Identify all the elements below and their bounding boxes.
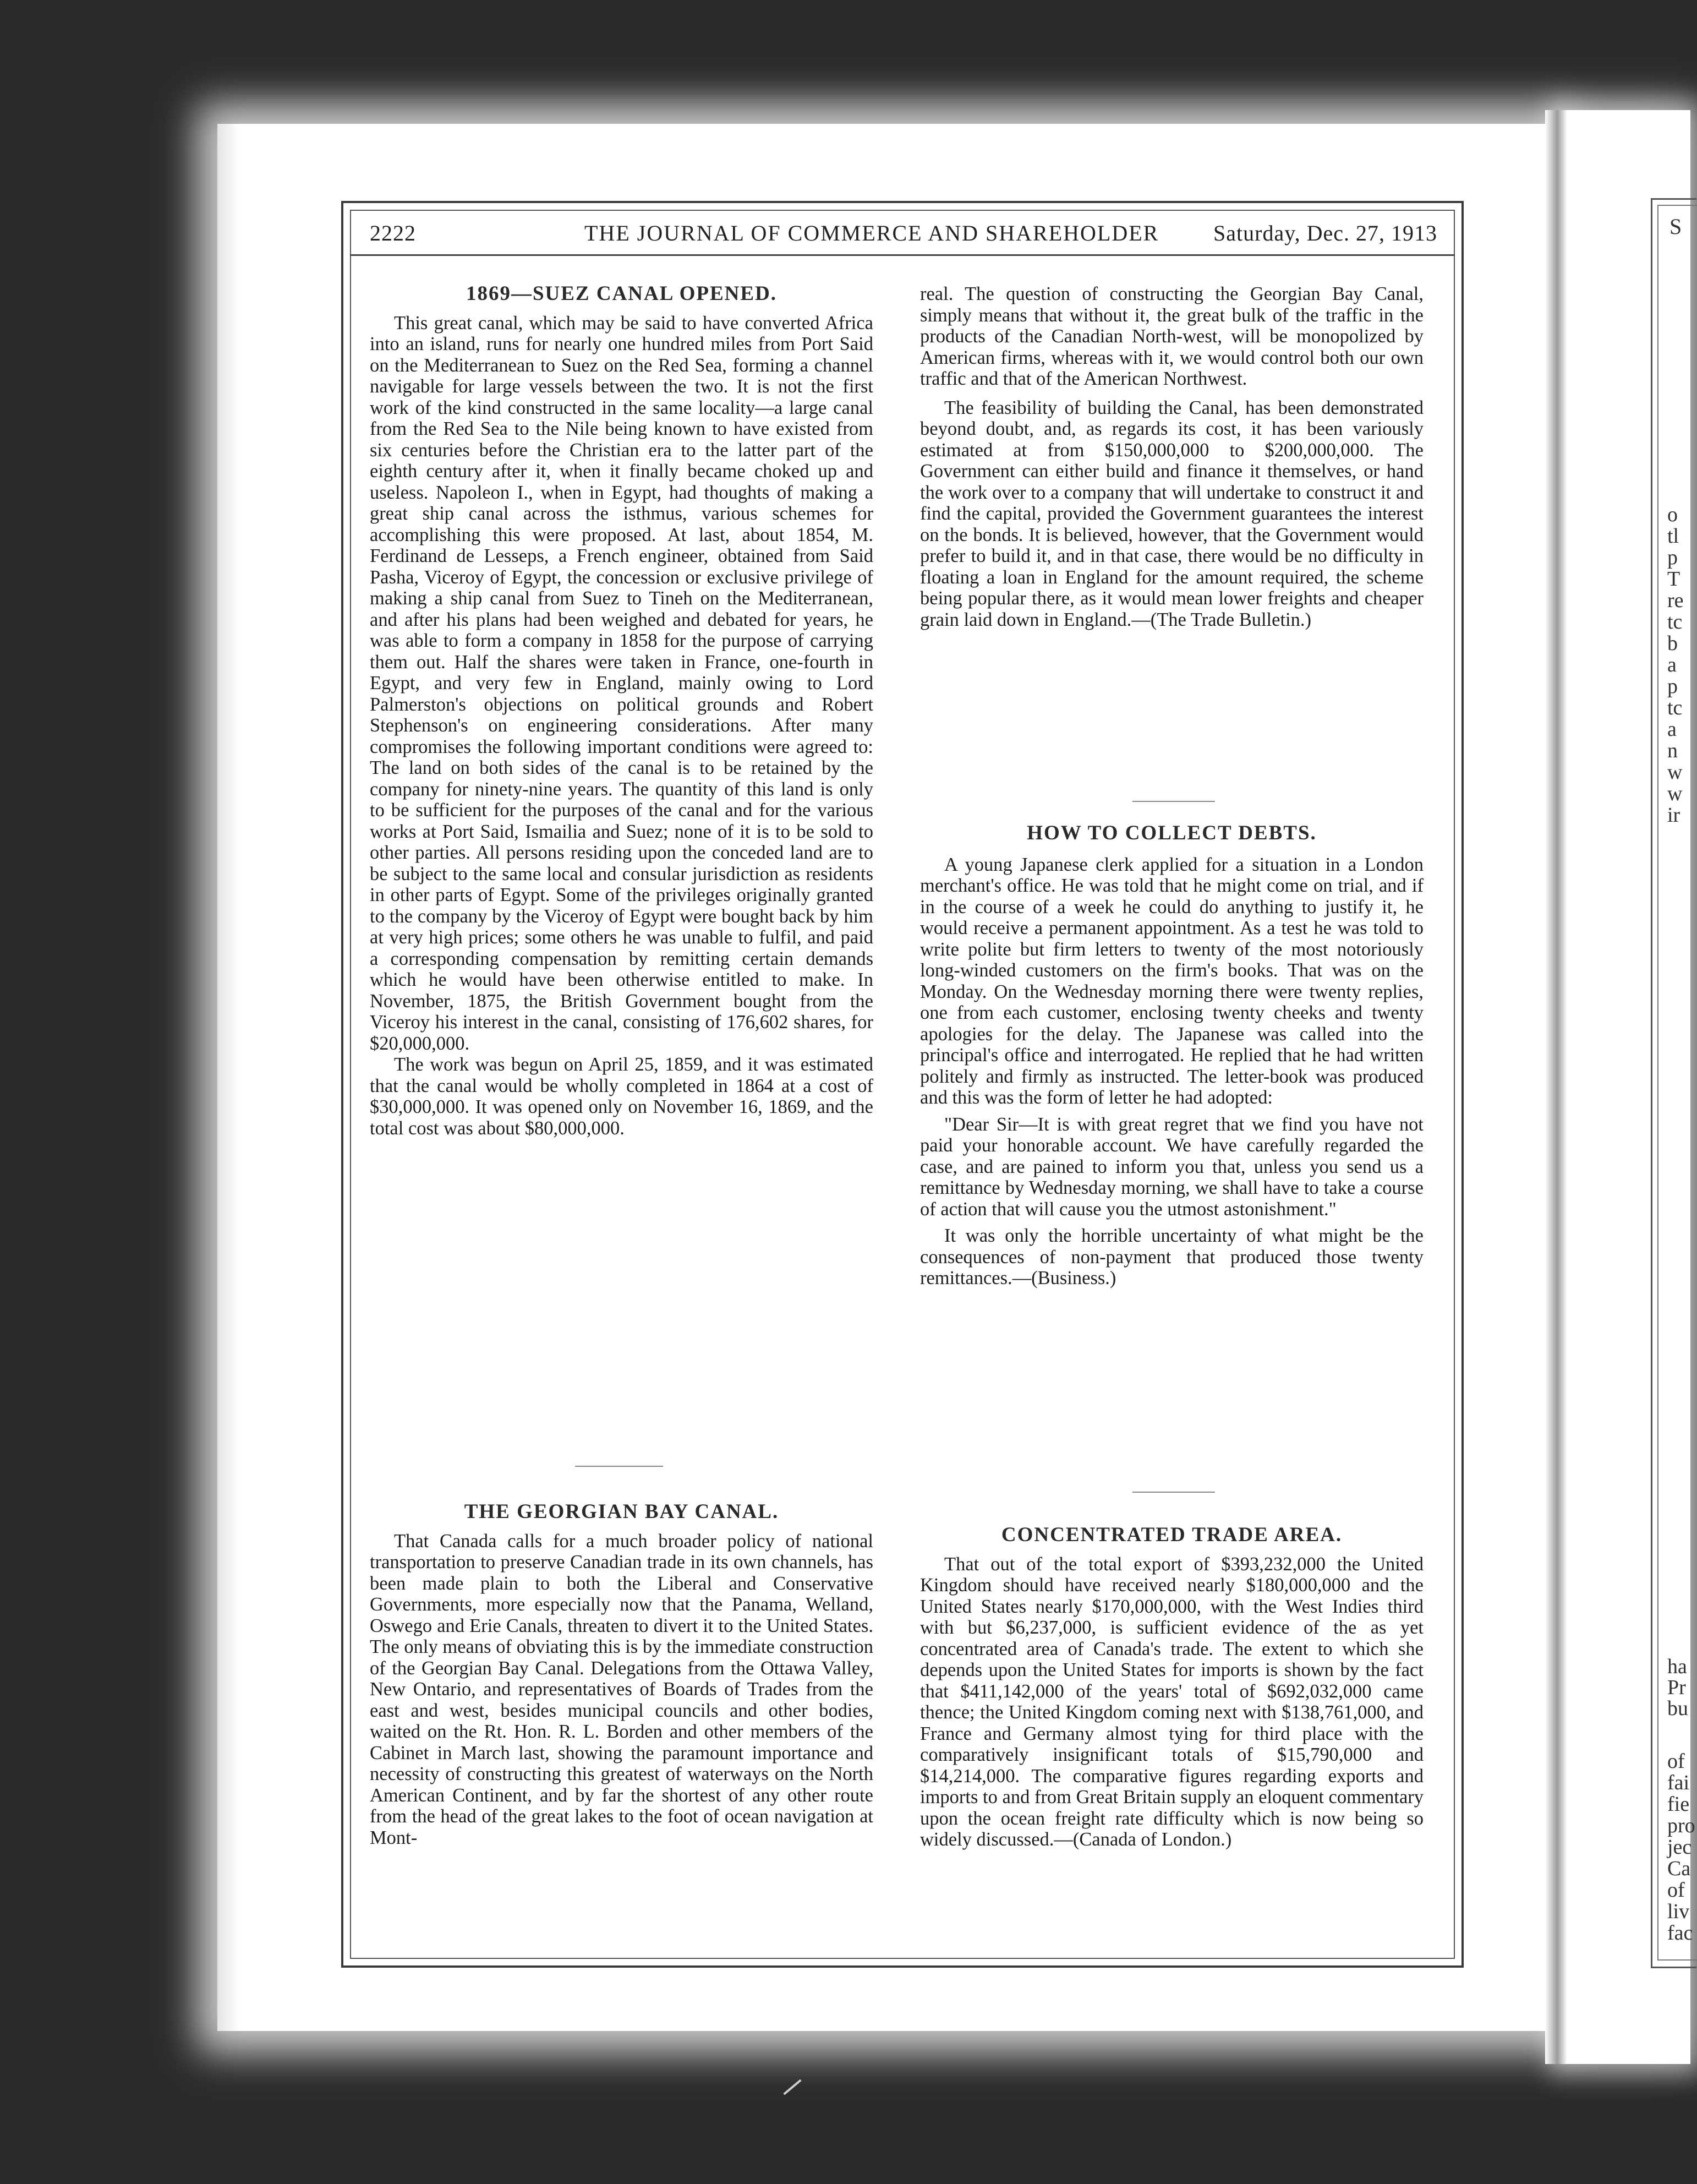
facing-page-fragment: p xyxy=(1667,675,1678,698)
issue-date: Saturday, Dec. 27, 1913 xyxy=(1213,221,1437,245)
article-concentrated-trade-area xyxy=(920,1525,1424,1850)
debts-paragraph-1: A young Japanese clerk applied for a situation in a London merchant's office. He was told that he might come on trial, and if in the course of a week he could do anything to justify it, he would receive a permanent appointment. As a test he was told to write polite but firm letters to twenty of the most notoriously long-winded customers on the firm's books. That was on the Monday. On the Wednesday morning there were twenty replies, one from each customer, enclosing twenty cheeks and twenty apologies for the delay. The Japanese was called into the principal's office and interrogated. He replied that he had written politely and firmly as instructed. The letter-book was produced and this was the form of letter he had adopted: xyxy=(920,854,1424,1108)
facing-page-fragment: liv xyxy=(1667,1900,1690,1923)
facing-page-fragment: of xyxy=(1667,1879,1685,1902)
article-georgian-bay-canal xyxy=(370,1502,873,1848)
facing-page-fragment: bu xyxy=(1667,1697,1688,1720)
headline-suez-canal: 1869—SUEZ CANAL OPENED. xyxy=(466,282,778,305)
facing-page-fragment: a xyxy=(1667,653,1677,676)
book-gutter xyxy=(1545,110,1567,2064)
facing-page-fragment: jec xyxy=(1667,1836,1692,1859)
facing-page-fragment: ha xyxy=(1667,1655,1687,1678)
debts-paragraph-3: It was only the horrible uncertainty of what might be the consequences of non-payment that produced those twenty remittances.—(Business.) xyxy=(920,1225,1424,1288)
article-separator-left xyxy=(575,1466,663,1467)
facing-page-fragment: fac xyxy=(1667,1921,1693,1945)
facing-page-fragment: ir xyxy=(1667,804,1680,827)
facing-page-fragment: tc xyxy=(1667,610,1683,634)
facing-page-fragment: pro xyxy=(1667,1814,1695,1837)
headline-how-to-collect-debts: HOW TO COLLECT DEBTS. xyxy=(1027,822,1317,844)
georgian-cont-paragraph-2: The feasibility of building the Canal, has been demonstrated beyond doubt, and, as regards its cost, it has been variously estimated at from $150,000,000 to $200,000,000. The Government can either build and finance it themselves, or hand the work over to a company that will undertake to construct it and find the capital, provided the Government guarantees the interest on the bonds. It is believed, however, that the Government would prefer to build it, and in that case, there would be no difficulty in floating a loan in England for the amount required, the scheme being popular there, as it would mean lower freights and cheaper grain laid down in England.—(The Trade Bulletin.) xyxy=(920,397,1424,630)
facing-page-fragment: re xyxy=(1667,589,1684,612)
headline-concentrated-trade-area: CONCENTRATED TRADE AREA. xyxy=(1001,1524,1343,1546)
scan-artifact-mark xyxy=(783,2079,801,2095)
facing-page-fragment: tc xyxy=(1667,696,1683,719)
facing-page-fragment: b xyxy=(1667,632,1678,655)
facing-page-fragment: Pr xyxy=(1667,1676,1686,1699)
article-separator-right-2 xyxy=(1132,1492,1215,1493)
facing-page-fragment: w xyxy=(1667,761,1683,784)
page-edge-shadow xyxy=(217,124,239,2031)
georgian-paragraph-1: That Canada calls for a much broader policy of national transportation to preserve Canadian trade in its own channels, has been made plain to both the Liberal and Conservative Governments, more especially now that the Panama, Welland, Oswego and Erie Canals, threaten to divert it to the United States. The only means of obviating this is by the immediate construction of the Georgian Bay Canal. Delegations from the Ottawa Valley, New Ontario, and representatives of Boards of Trades from the east and west, besides municipal councils and other bodies, waited on the Rt. Hon. R. L. Borden and other members of the Cabinet in March last, showing the paramount importance and necessity of constructing this greatest of waterways on the North American Continent, and by far the shortest of any other route from the head of the great lakes to the foot of ocean navigation at Mont- xyxy=(370,1530,873,1848)
facing-page-fragment: fie xyxy=(1667,1793,1690,1816)
facing-page-fragment: tl xyxy=(1667,525,1679,548)
headline-georgian-bay-canal: THE GEORGIAN BAY CANAL. xyxy=(464,1500,779,1523)
article-suez-canal xyxy=(370,283,873,1139)
facing-page-fragment: n xyxy=(1667,739,1678,762)
article-georgian-bay-canal-continued xyxy=(920,283,1424,630)
trade-paragraph-1: That out of the total export of $393,232,000 the United Kingdom should have received nearly $180,000,000 and the United States nearly $170,000,000, with the West Indies third with but $6,237,000, is sufficient evidence of the as yet concentrated area of Canada's trade. The extent to which she depends upon the United States for imports is shown by the fact that $411,142,000 of the years' total of $692,032,000 came thence; the United Kingdom coming next with $138,761,000, and France and Germany almost tying for third place with the comparatively insignificant totals of $15,790,000 and $14,214,000. The comparative figures regarding exports and imports to and from Great Britain supply an eloquent commentary upon the ocean freight rate difficulty which is now being so widely discussed.—(Canada of London.) xyxy=(920,1553,1424,1850)
georgian-cont-paragraph-1: real. The question of constructing the Georgian Bay Canal, simply means that without it, the great bulk of the traffic in the products of the Canadian North-west, will be monopolized by American firms, whereas with it, we would control both our own traffic and that of the American Northwest. xyxy=(920,283,1424,389)
facing-page-fragment: Ca xyxy=(1667,1857,1691,1880)
header-rule xyxy=(350,254,1455,256)
article-how-to-collect-debts xyxy=(920,823,1424,1289)
facing-page-fragment: fai xyxy=(1667,1771,1690,1794)
facing-page-fragment: w xyxy=(1667,782,1683,805)
suez-paragraph-2: The work was begun on April 25, 1859, and it was estimated that the canal would be wholly completed in 1864 at a cost of $30,000,000. It was opened only on November 16, 1869, and the total cost was about $80,000,000. xyxy=(370,1054,873,1139)
suez-paragraph-1: This great canal, which may be said to have converted Africa into an island, runs for nearly one hundred miles from Port Said on the Mediterranean to Suez on the Red Sea, forming a channel navigable for large vessels between the two. It is not the first work of the kind constructed in the same locality—a large canal from the Red Sea to the Nile being known to have existed from six centuries before the Christian era to the latter part of the eighth century after it, when it finally became choked up and useless. Napoleon I., when in Egypt, had thoughts of making a great ship canal across the isthmus, various schemes for accomplishing this were proposed. At last, about 1854, M. Ferdinand de Lesseps, a French engineer, obtained from Said Pasha, Viceroy of Egypt, the concession or exclusive privilege of making a ship canal from Suez to Tineh on the Mediterranean, and after his plans had been weighed and debated for years, he was able to form a company in 1858 for the purpose of carrying them out. Half the shares were taken in France, one-fourth in Egypt, and very few in England, mainly owing to Lord Palmerston's objections on political grounds and Robert Stephenson's on engineering considerations. After many compromises the following important conditions were agreed to: The land on both sides of the canal is to be retained by the company for ninety-nine years. The quantity of this land is only to be sufficient for the purposes of the canal and for the various works at Port Said, Ismailia and Suez; none of it is to be sold to other parties. All persons residing upon the conceded land are to be subject to the same local and consular jurisdiction as residents in other parts of Egypt. Some of the privileges originally granted to the company by the Viceroy of Egypt were bought back by him at very high prices; some others he was unable to fulfil, and paid a corresponding compensation by remitting certain demands which he would have been otherwise entitled to make. In November, 1875, the British Government bought from the Viceroy his interest in the canal, consisting of 176,602 shares, for $20,000,000. xyxy=(370,312,873,1054)
article-separator-right-1 xyxy=(1132,801,1215,802)
facing-page-fragment: T xyxy=(1667,567,1680,591)
facing-page-fragment: p xyxy=(1667,546,1678,569)
facing-page-fragment: o xyxy=(1667,503,1678,526)
page-number: 2222 xyxy=(370,221,416,245)
running-header xyxy=(370,216,1437,249)
facing-page-fragment: a xyxy=(1667,718,1677,741)
facing-page-fragment: of xyxy=(1667,1750,1685,1773)
debts-letter-quote: "Dear Sir—It is with great regret that we find you have not paid your honorable account. We have carefully regarded the case, and are pained to inform you that, unless you send us a remittance by Wednesday morning, we shall have to take a course of action that will cause you the utmost astonishment." xyxy=(920,1113,1424,1220)
facing-page-header-fragment: S xyxy=(1669,214,1682,239)
journal-title: THE JOURNAL OF COMMERCE AND SHAREHOLDER xyxy=(584,221,1159,245)
